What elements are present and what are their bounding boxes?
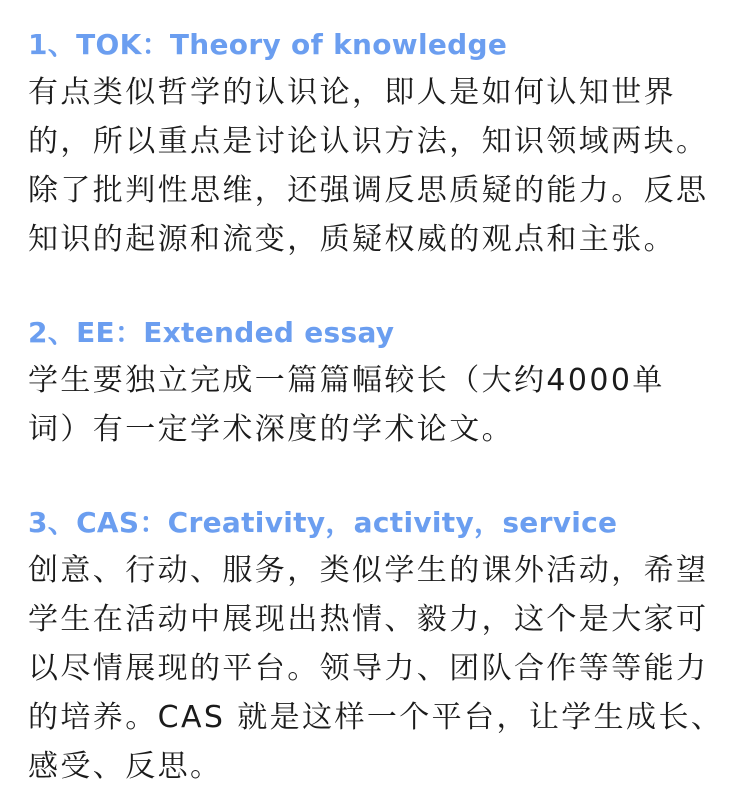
section-spacer	[28, 454, 713, 500]
paragraph-line: 以尽情展现的平台。领导力、团队合作等等能力	[28, 651, 709, 686]
paragraph-line: 学生要独立完成一篇篇幅较长（大约4000单	[28, 363, 665, 398]
paragraph-line: 知识的起源和流变，质疑权威的观点和主张。	[28, 222, 676, 257]
section-ee	[28, 310, 713, 454]
section-tok	[28, 22, 713, 264]
section-cas	[28, 500, 724, 791]
paragraph-line: 词）有一定学术深度的学术论文。	[28, 412, 514, 447]
paragraph-line: 感受、反思。	[28, 749, 223, 784]
section-heading-tok: 1、TOK：Theory of knowledge	[28, 28, 508, 61]
paragraph-line: 有点类似哲学的认识论，即人是如何认知世界	[28, 75, 676, 110]
paragraph-line: 的培养。CAS 就是这样一个平台，让学生成长、	[28, 700, 724, 735]
section-heading-ee: 2、EE：Extended essay	[28, 316, 395, 349]
paragraph-line: 的，所以重点是讨论认识方法，知识领域两块。	[28, 124, 709, 159]
section-spacer	[28, 264, 713, 310]
section-heading-cas: 3、CAS：Creativity，activity，service	[28, 506, 618, 539]
paragraph-line: 除了批判性思维，还强调反思质疑的能力。反思	[28, 173, 709, 208]
paragraph-line: 学生在活动中展现出热情、毅力，这个是大家可	[28, 602, 709, 637]
paragraph-line: 创意、行动、服务，类似学生的课外活动，希望	[28, 553, 709, 588]
